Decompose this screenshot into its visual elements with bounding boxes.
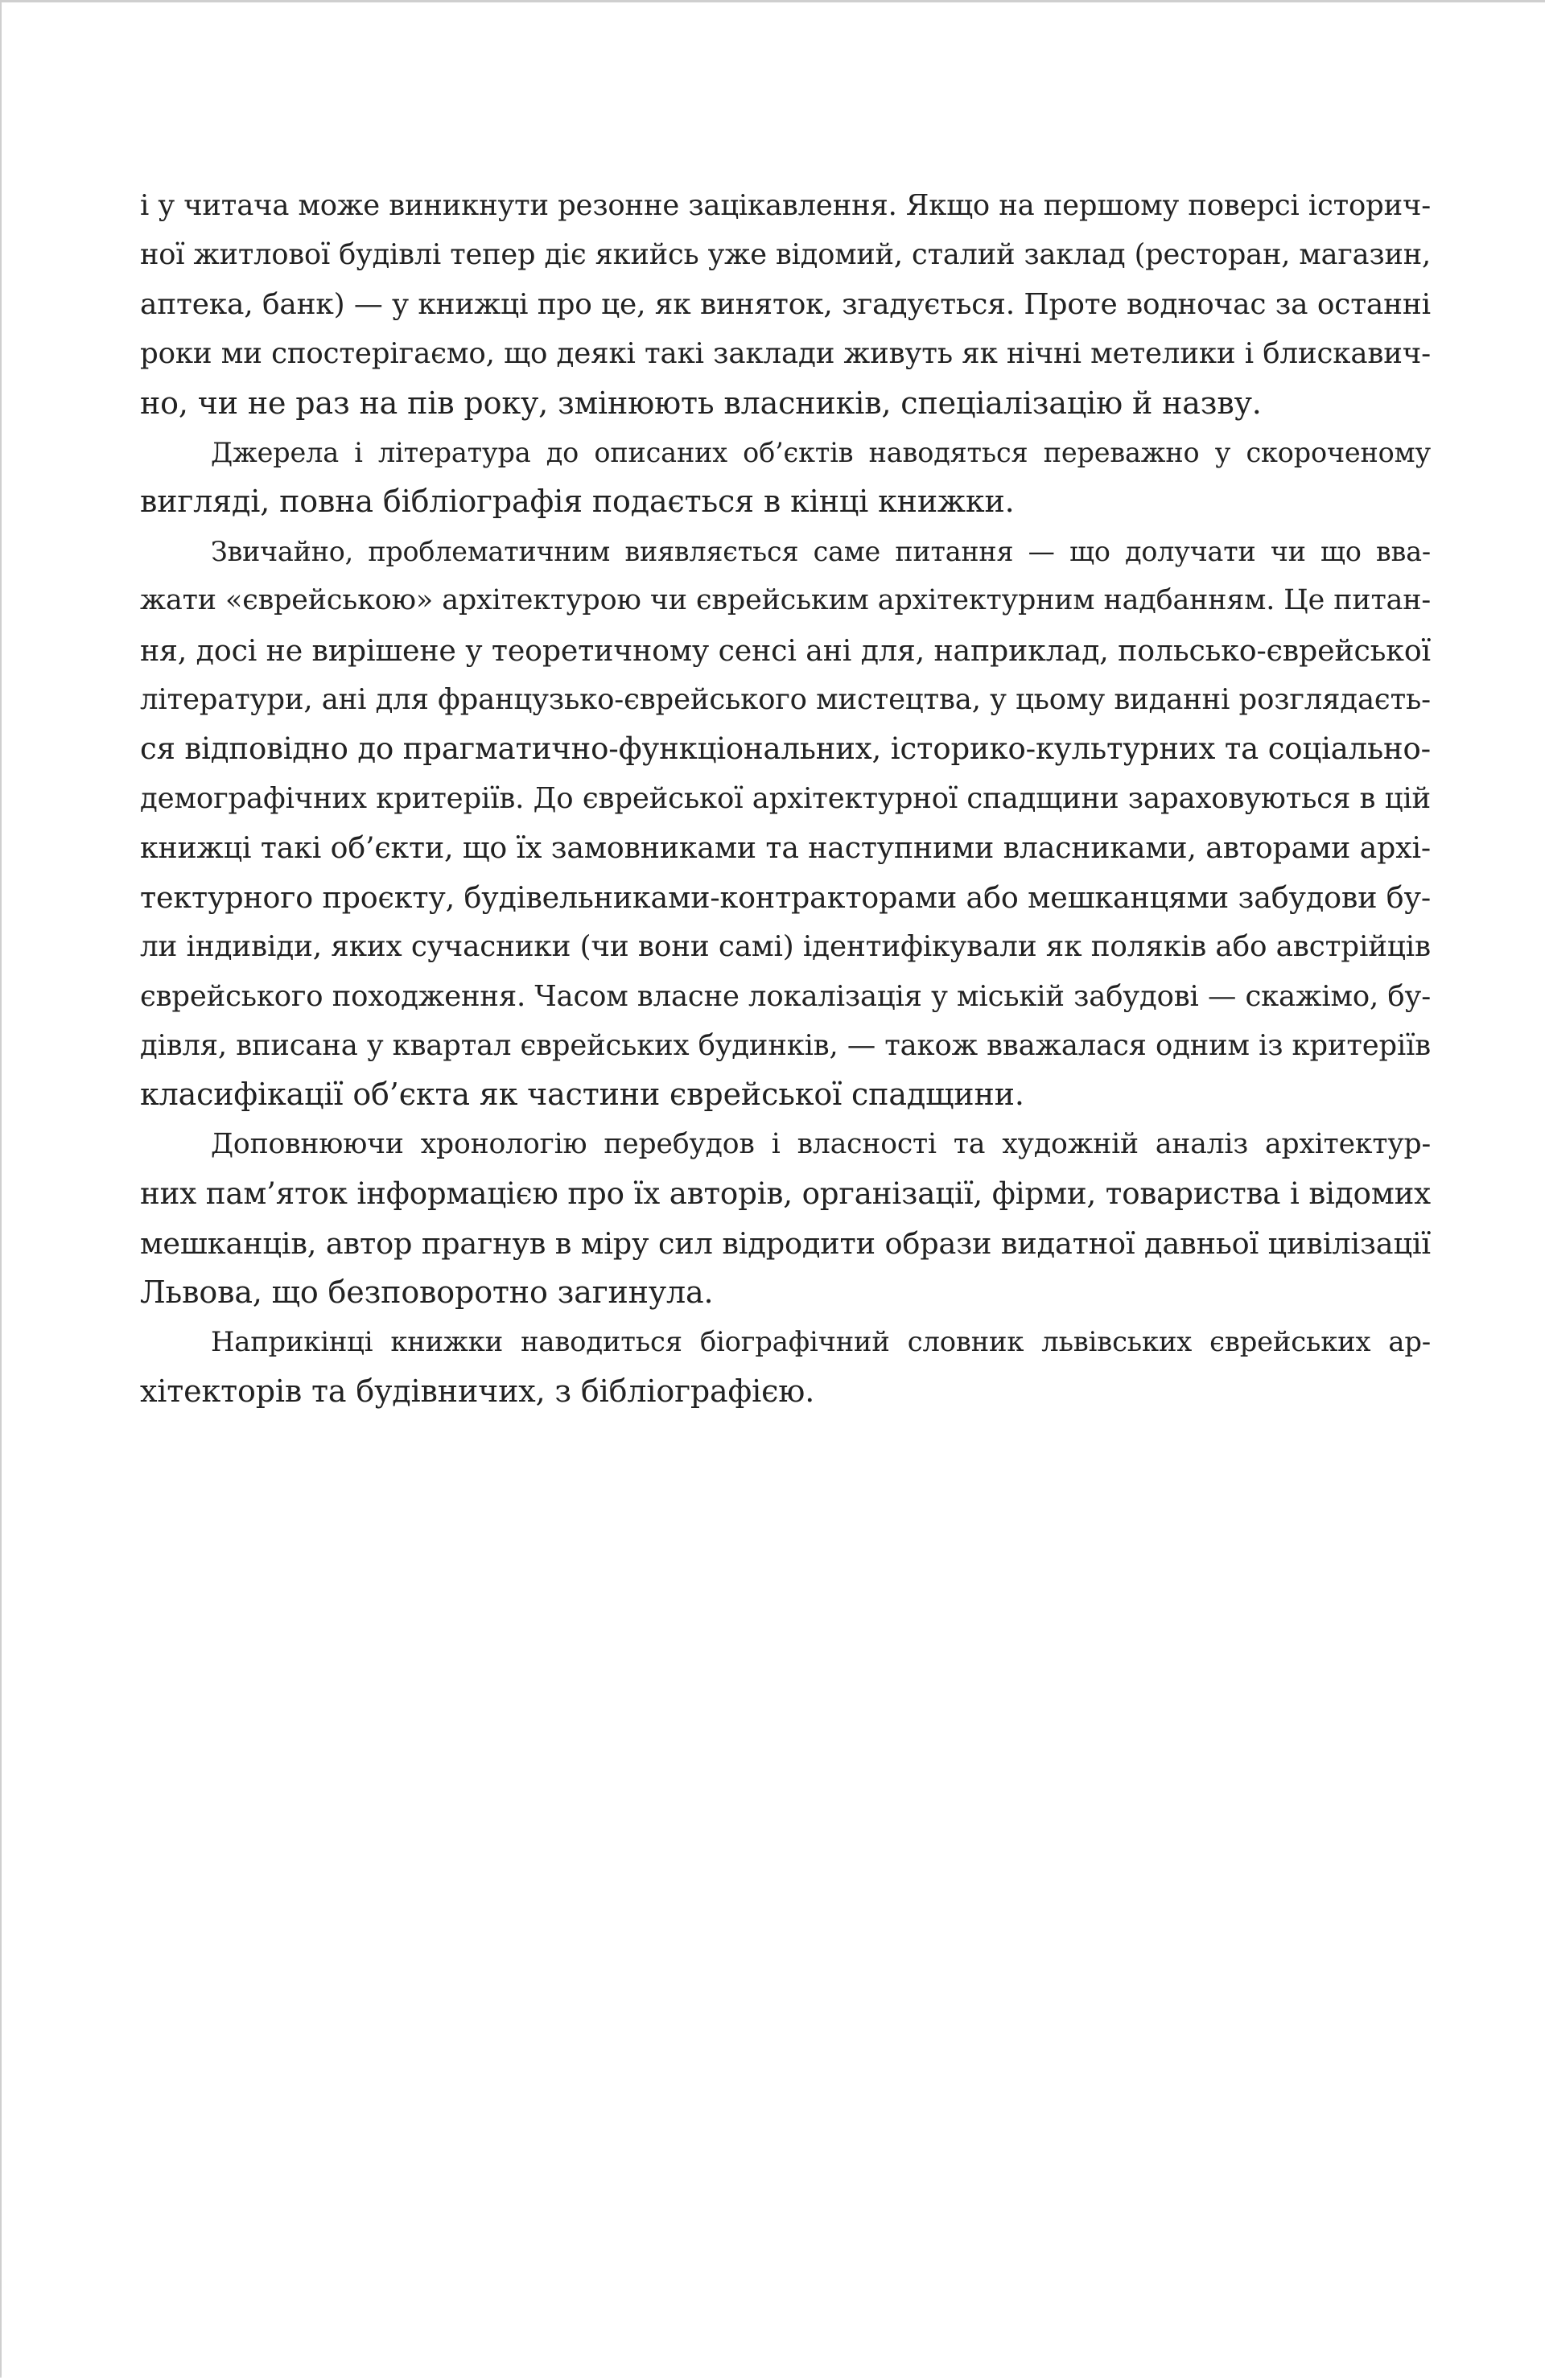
text-line: хітекторів та будівничих, з бібліографією. bbox=[140, 1373, 815, 1409]
body-text bbox=[140, 181, 1431, 1416]
paragraph-1 bbox=[140, 181, 1431, 428]
text-line: демографічних критеріїв. До єврейської архітектурної спадщини зараховуються в цій bbox=[140, 781, 1431, 815]
text-line: роки ми спостерігаємо, що деякі такі заклади живуть як нічні метелики і блискавич- bbox=[140, 337, 1431, 371]
text-line: Джерела і література до описаних об’єктів наводяться переважно у скороченому bbox=[211, 437, 1431, 469]
paragraph-2 bbox=[140, 428, 1431, 527]
text-line: Доповнюючи хронологію перебудов і власності та художній аналіз архітектур- bbox=[211, 1127, 1431, 1160]
text-line: і у читача може виникнути резонне зацікавлення. Якщо на першому поверсі історич- bbox=[140, 189, 1431, 222]
text-line: но, чи не раз на пів року, змінюють власників, спеціалізацію й назву. bbox=[140, 385, 1262, 421]
text-line: тектурного проєкту, будівельниками-контракторами або мешканцями забудови бу- bbox=[140, 879, 1431, 915]
text-line: дівля, вписана у квартал єврейських будинків, — також вважалася одним із критеріїв bbox=[140, 1028, 1431, 1062]
text-line: ли індивіди, яких сучасники (чи вони самі) ідентифікували як поляків або австрійців bbox=[140, 930, 1431, 964]
text-line: єврейського походження. Часом власне локалізація у міській забудові — скажімо, бу- bbox=[140, 979, 1431, 1013]
text-line: класифікації об’єкта як частини єврейської спадщини. bbox=[140, 1077, 1024, 1113]
paragraph-3 bbox=[140, 527, 1431, 1120]
document-page bbox=[2, 2, 1545, 2380]
text-line: вигляді, повна бібліографія подається в кінці книжки. bbox=[140, 484, 1015, 520]
text-line: книжці такі об’єкти, що їх замовниками та наступними власниками, авторами архі- bbox=[140, 830, 1431, 866]
text-line: них пам’яток інформацією про їх авторів, організації, фірми, товариства і відомих bbox=[140, 1176, 1431, 1212]
text-line: Наприкінці книжки наводиться біографічний словник львівських єврейських ар- bbox=[211, 1326, 1431, 1358]
text-line: ся відповідно до прагматично-функціональних, історико-культурних та соціально- bbox=[140, 731, 1431, 767]
paragraph-4 bbox=[140, 1120, 1431, 1318]
paragraph-5 bbox=[140, 1317, 1431, 1416]
text-line: аптека, банк) — у книжці про це, як виняток, згадується. Проте водночас за останні bbox=[140, 287, 1431, 321]
text-line: Звичайно, проблематичним виявляється саме питання — що долучати чи що вва- bbox=[211, 535, 1431, 567]
text-line: жати «єврейською» архітектурою чи єврейським архітектурним надбанням. Це питан- bbox=[140, 584, 1431, 617]
text-line: літератури, ані для французько-єврейського мистецтва, у цьому виданні розглядаєть- bbox=[140, 683, 1431, 717]
text-line: ної житлової будівлі тепер діє якийсь уже відомий, сталий заклад (ресторан, магазин, bbox=[140, 238, 1431, 272]
text-line: Львова, що безповоротно загинула. bbox=[140, 1274, 714, 1310]
text-line: мешканців, автор прагнув в міру сил відродити образи видатної давньої цивілізації bbox=[140, 1225, 1431, 1261]
text-line: ня, досі не вирішене у теоретичному сенсі ані для, наприклад, польсько-єврейської bbox=[140, 632, 1431, 668]
